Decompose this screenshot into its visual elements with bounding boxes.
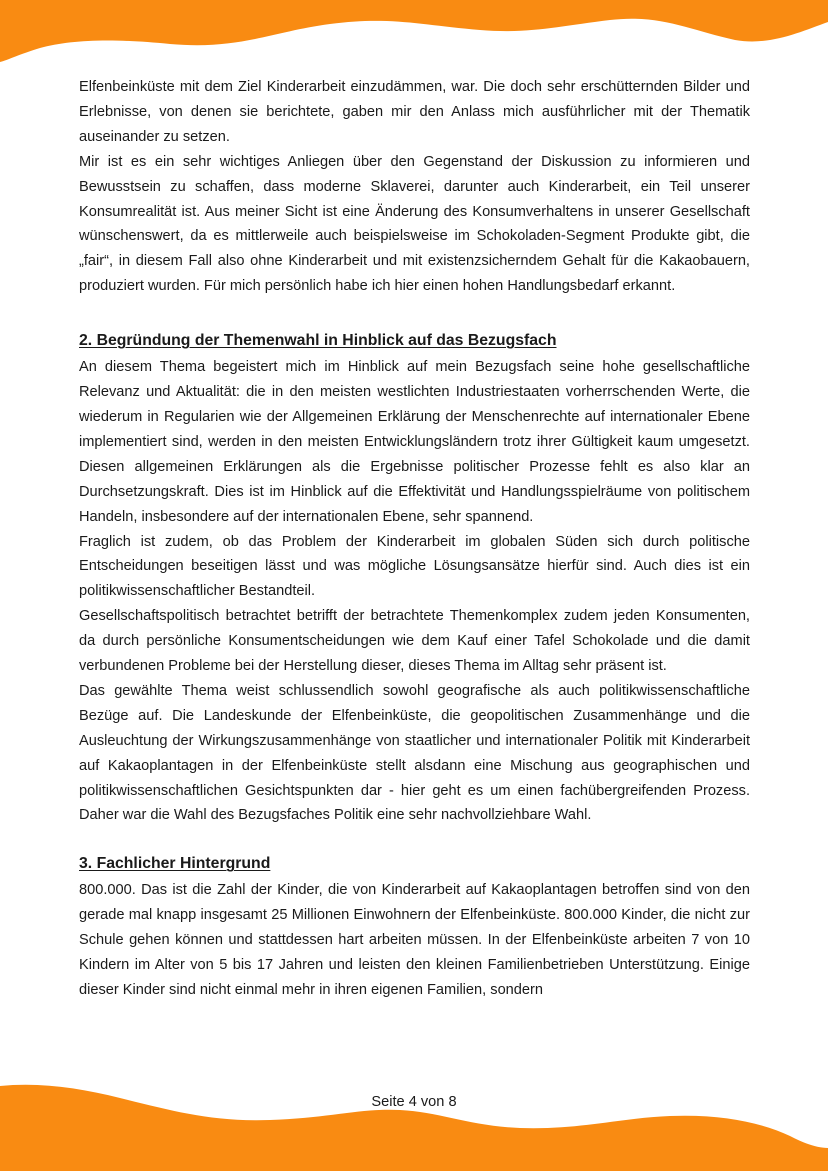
document-body [79,75,750,1003]
top-wave-decoration [0,0,828,70]
section-3-paragraph-1: 800.000. Das ist die Zahl der Kinder, die von Kinderarbeit auf Kakaoplantagen betroffen sind von den gerade mal knapp insgesamt 25 Millionen Einwohnern der Elfenbeinküste. 800.000 Kinder, die nicht zur Schule gehen können und stattdessen hart arbeiten müssen. In der Elfenbeinküste arbeiten 7 von 10 Kindern im Alter von 5 bis 17 Jahren und leisten den kleinen Familienbetrieben Unterstützung. Einige dieser Kinder sind nicht einmal mehr in ihren eigenen Familien, sondern [79,882,750,998]
page-number: Seite 4 von 8 [371,1094,457,1110]
section-2-paragraph-4: Das gewählte Thema weist schlussendlich sowohl geografische als auch politikwissenschaftliche Bezüge auf. Die Landeskunde der Elfenbeinküste, die geopolitischen Zusammenhänge und die Ausleuchtung der Wirkungszusammenhänge von staatlicher und internationaler Politik mit Kinderarbeit auf Kakaoplantagen in der Elfenbeinküste stellt alsdann eine Mischung aus geographischen und politikwissenschaftlichen Gesichtspunkten dar - hier geht es um einen fachübergreifenden Prozess. Daher war die Wahl des Bezugsfaches Politik eine sehr nachvollziehbare Wahl. [79,682,750,824]
section-2-paragraph-3: Gesellschaftspolitisch betrachtet betrifft der betrachtete Themenkomplex zudem jeden Konsumenten, da durch persönliche Konsumentscheidungen wie dem Kauf einer Tafel Schokolade und die damit verbundenen Probleme bei der Herstellung dieser, dieses Thema im Alltag sehr präsent ist. [79,608,750,675]
intro-paragraph-1: Elfenbeinküste mit dem Ziel Kinderarbeit einzudämmen, war. Die doch sehr erschütternden Bilder und Erlebnisse, von denen sie berichtete, gaben mir den Anlass mich ausführlicher mit der Thematik auseinander zu setzen. [79,79,750,145]
bottom-wave-decoration [0,1078,828,1171]
section-3-heading: 3. Fachlicher Hintergrund [79,855,271,873]
section-2-paragraph-2: Fraglich ist zudem, ob das Problem der Kinderarbeit im globalen Süden sich durch politische Entscheidungen beseitigen lässt und was mögliche Lösungsansätze hierfür sind. Auch dies ist ein politikwissenschaftlicher Bestandteil. [79,533,750,600]
section-2-heading: 2. Begründung der Themenwahl in Hinblick auf das Bezugsfach [79,332,557,350]
section-2-paragraph-1: An diesem Thema begeistert mich im Hinblick auf mein Bezugsfach seine hohe gesellschaftliche Relevanz und Aktualität: die in den meisten westlichten Industriestaaten vorherrschenden Werte, die wiederum in Regularien wie der Allgemeinen Erklärung der Menschenrechte auf internationaler Ebene implementiert sind, werden in den meisten Entwicklungsländern trotz ihrer Gültigkeit kaum umgesetzt. Diesen allgemeinen Erklärungen als die Ergebnisse politischer Prozesse fehlt es also klar an Durchsetzungskraft. Dies ist im Hinblick auf die Effektivität und Handlungsspielräume von politischem Handeln, insbesondere auf der internationalen Ebene, sehr spannend. [79,359,750,525]
intro-paragraph-2: Mir ist es ein sehr wichtiges Anliegen über den Gegenstand der Diskussion zu informieren und Bewusstsein zu schaffen, dass moderne Sklaverei, darunter auch Kinderarbeit, ein Teil unserer Konsumrealität ist. Aus meiner Sicht ist eine Änderung des Konsumverhaltens in unserer Gesellschaft wünschenswert, da es mittlerweile auch beispielsweise im Schokoladen-Segment Produkte gibt, die „fair“, in diesem Fall also ohne Kinderarbeit und mit existenzsicherndem Gehalt für die Kakaobauern, produziert wurden. Für mich persönlich habe ich hier einen hohen Handlungsbedarf erkannt. [79,153,750,295]
